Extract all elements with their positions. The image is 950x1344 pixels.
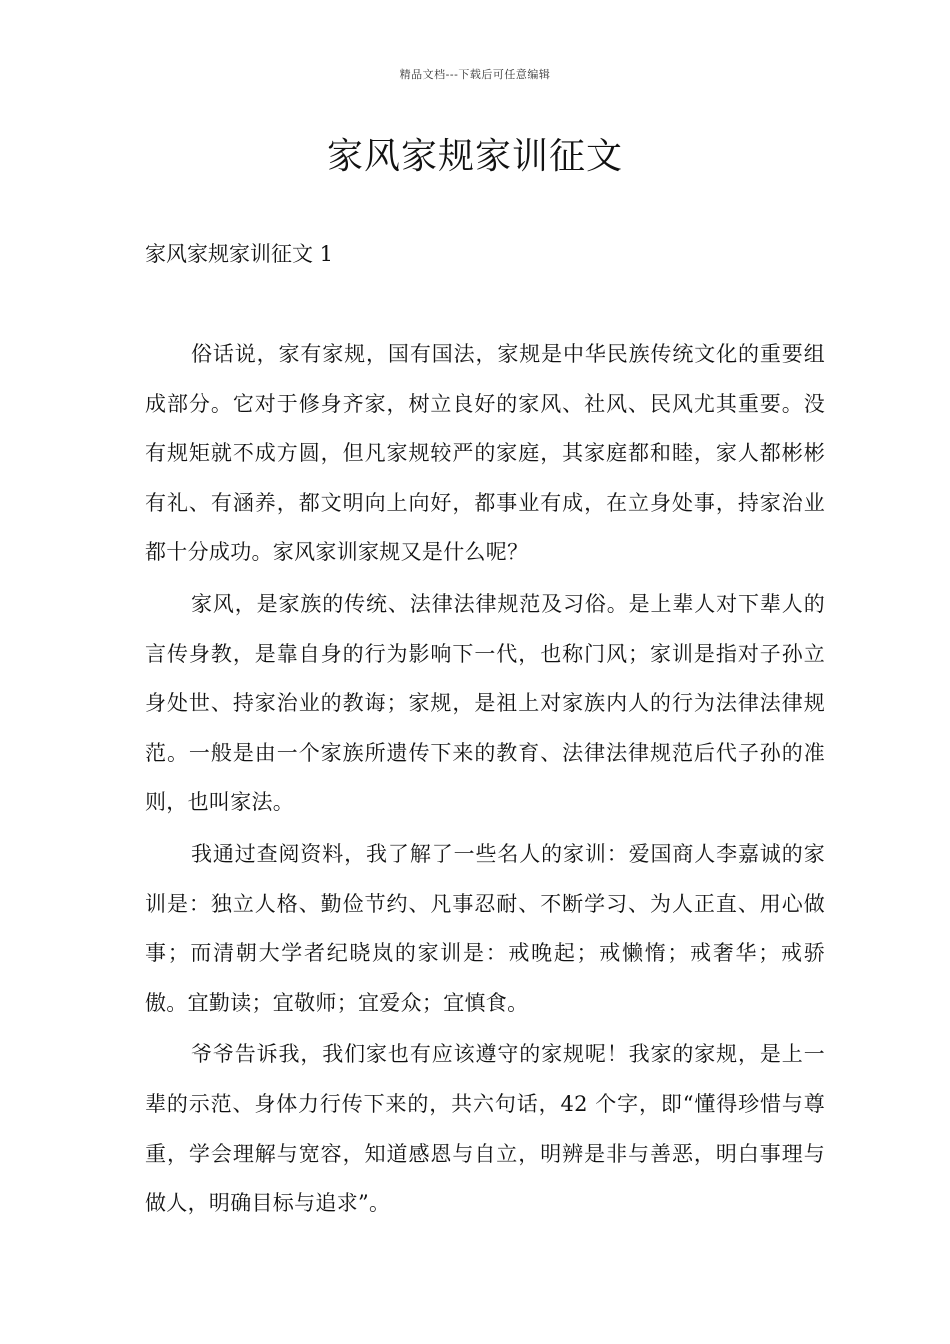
document-title: 家风家规家训征文 (326, 136, 623, 177)
paragraph-1: 俗话说，家有家规，国有国法，家规是中华民族传统文化的重要组成部分。它对于修身齐家，树立良好的家风、社风、民风尤其重要。没有规矩就不成方圆，但凡家规较严的家庭，其家庭都和睦，家人都彬彬有礼、有涵养，都文明向上向好，都事业有成，在立身处事，持家治业都十分成功。家风家训家规又是什么呢？ (145, 342, 825, 565)
body-text (145, 330, 825, 1231)
paragraph-4: 爷爷告诉我，我们家也有应该遵守的家规呢！我家的家规，是上一辈的示范、身体力行传下来的，共六句话，42 个字，即“懂得珍惜与尊重，学会理解与宽容，知道感恩与自立，明辨是非与善恶，明白事理与做人，明确目标与追求”。 (145, 1042, 825, 1216)
paragraph-2: 家风，是家族的传统、法律法律规范及习俗。是上辈人对下辈人的言传身教，是靠自身的行为影响下一代，也称门风；家训是指对子孙立身处世、持家治业的教诲；家规，是祖上对家族内人的行为法律法律规范。一般是由一个家族所遗传下来的教育、法律法律规范后代子孙的准则，也叫家法。 (145, 591, 825, 815)
header-note: 精品文档---下载后可任意编辑 (399, 68, 551, 81)
section-heading: 家风家规家训征文 1 (145, 242, 334, 266)
paragraph-3: 我通过查阅资料，我了解了一些名人的家训：爱国商人李嘉诚的家训是：独立人格、勤俭节约、凡事忍耐、不断学习、为人正直、用心做事；而清朝大学者纪晓岚的家训是：戒晚起；戒懒惰；戒奢华；戒骄傲。宜勤读；宜敬师；宜爱众；宜慎食。 (145, 841, 825, 1015)
